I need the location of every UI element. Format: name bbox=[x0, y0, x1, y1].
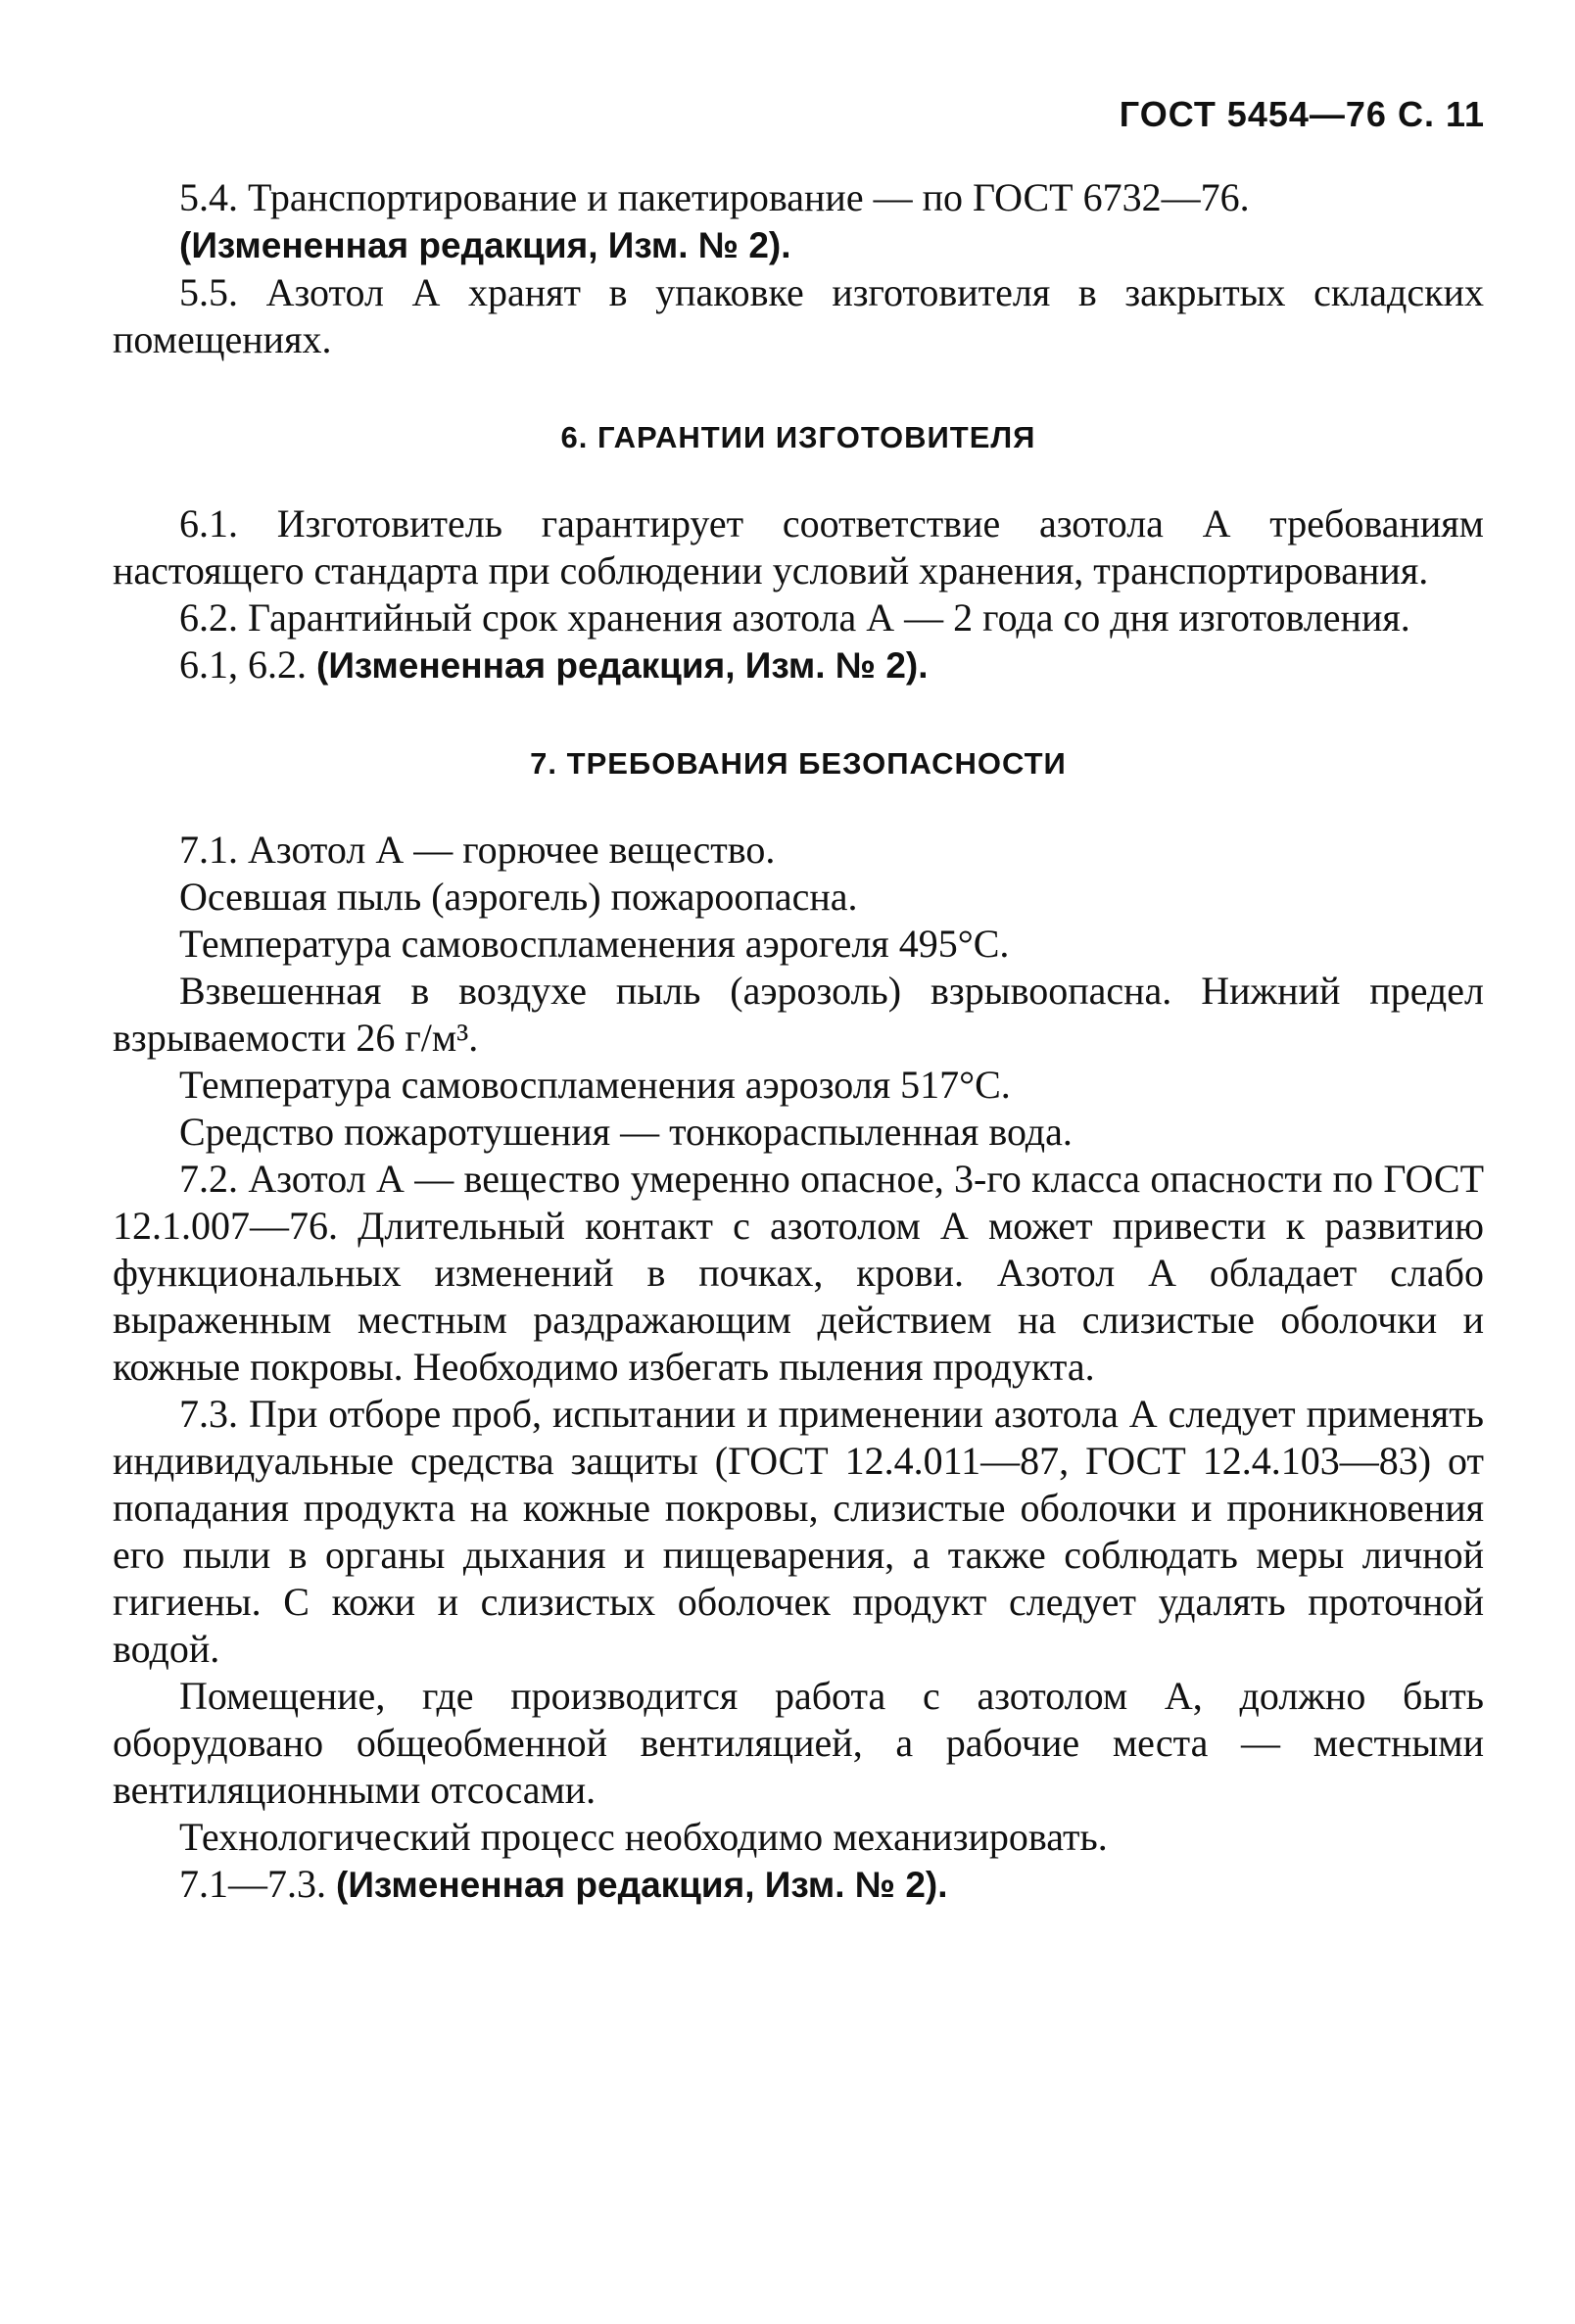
amendment-note-6 bbox=[113, 641, 1484, 689]
line-aerosol-temperature: Температура самовоспламенения аэрозоля 517°С. bbox=[179, 1063, 1011, 1107]
section-6-heading: 6. ГАРАНТИИ ИЗГОТОВИТЕЛЯ bbox=[560, 420, 1036, 454]
paragraph-5-4: 5.4. Транспортирование и пакетирование — по ГОСТ 6732—76. bbox=[179, 175, 1250, 219]
paragraph-7-1: 7.1. Азотол А — горючее вещество. bbox=[179, 828, 776, 872]
amendment-note-5-4 bbox=[113, 221, 1484, 269]
paragraph-7-3: 7.3. При отборе проб, испытании и применении азотола А следует применять индивидуальные средства защиты (ГОСТ 12.4.011—87, ГОСТ 12.4.103—83) от попадания продукта на кожные покровы, слизистые оболочки и проникновения его пыли в органы дыхания и пищеварения, а также соблюдать меры личной гигиены. С кожи и слизистых оболочек продукт следует удалять проточной водой. bbox=[113, 1392, 1484, 1671]
line-aerosol-explosive: Взвешенная в воздухе пыль (аэрозоль) взрывоопасна. Нижний предел взрываемости 26 г/м³. bbox=[113, 969, 1484, 1060]
line-aerogel-dust: Осевшая пыль (аэрогель) пожароопасна. bbox=[179, 875, 858, 919]
amendment-number: 7.1—7.3. bbox=[179, 1862, 326, 1906]
paragraph-mechanize: Технологический процесс необходимо механизировать. bbox=[179, 1815, 1108, 1859]
paragraph-7-2: 7.2. Азотол А — вещество умеренно опасное, 3-го класса опасности по ГОСТ 12.1.007—76. Длительный контакт с азотолом А может привести к развитию функциональных изменений в почках, крови. Азотол А обладает слабо выраженным местным раздражающим действием на слизистые оболочки и кожные покровы. Необходимо избегать пыления продукта. bbox=[113, 1157, 1484, 1389]
amendment-text: (Измененная редакция, Изм. № 2). bbox=[316, 645, 929, 686]
line-aerogel-temperature: Температура самовоспламенения аэрогеля 495°С. bbox=[179, 922, 1010, 966]
paragraph-6-2: 6.2. Гарантийный срок хранения азотола А — 2 года со дня изготовления. bbox=[179, 595, 1410, 640]
document-body bbox=[113, 174, 1484, 1909]
amendment-text: (Измененная редакция, Изм. № 2). bbox=[336, 1865, 948, 1905]
amendment-text: (Измененная редакция, Изм. № 2). bbox=[179, 225, 791, 265]
paragraph-ventilation: Помещение, где производится работа с азотолом А, должно быть оборудовано общеобменной вентиляцией, а рабочие места — местными вентиляционными отсосами. bbox=[113, 1674, 1484, 1812]
paragraph-6-1: 6.1. Изготовитель гарантирует соответствие азотола А требованиям настоящего стандарта при соблюдении условий хранения, транспортирования. bbox=[113, 501, 1484, 593]
line-extinguishing: Средство пожаротушения — тонкораспыленная вода. bbox=[179, 1110, 1073, 1154]
section-7-heading: 7. ТРЕБОВАНИЯ БЕЗОПАСНОСТИ bbox=[530, 746, 1067, 781]
amendment-number: 6.1, 6.2. bbox=[179, 642, 307, 687]
amendment-note-7 bbox=[113, 1861, 1484, 1909]
page-header: ГОСТ 5454—76 С. 11 bbox=[1119, 94, 1485, 134]
paragraph-5-5: 5.5. Азотол А хранят в упаковке изготовителя в закрытых складских помещениях. bbox=[113, 270, 1484, 361]
